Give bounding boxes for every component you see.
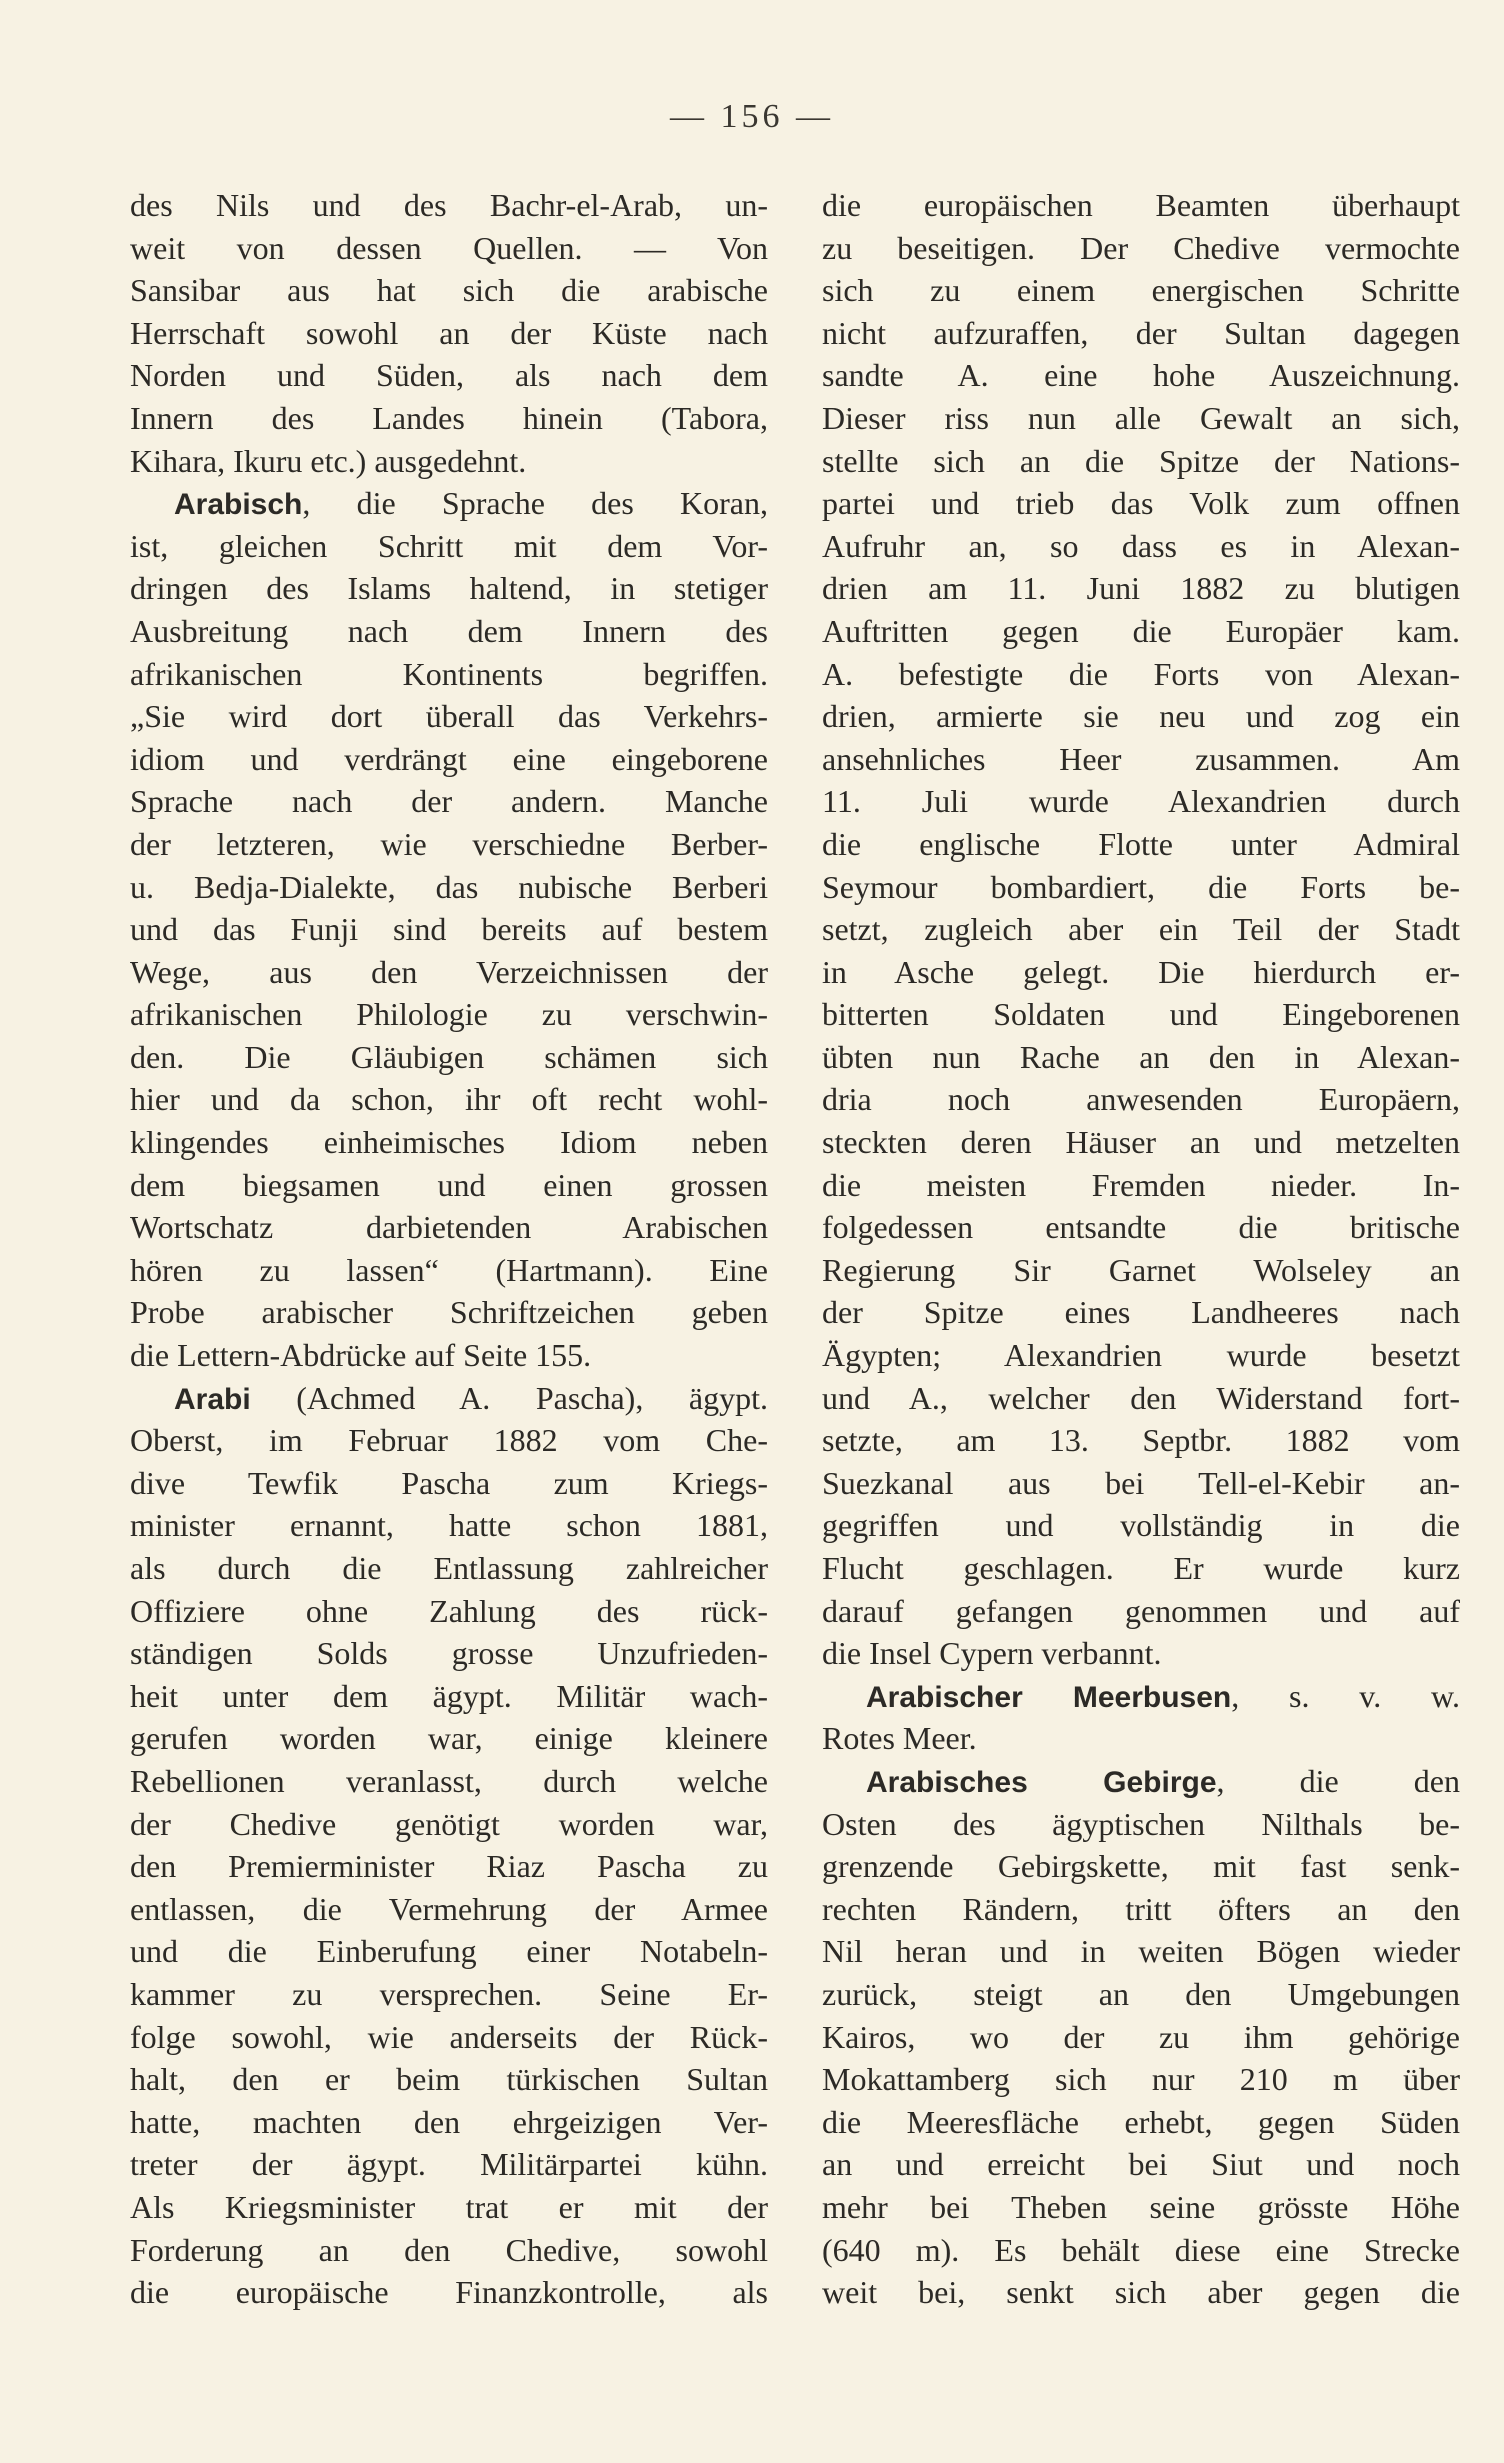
entry-headword: Arabisch [174, 488, 303, 522]
text-line [130, 1632, 768, 1675]
text-line [822, 1632, 1460, 1675]
text-line [130, 1504, 768, 1547]
text-line [130, 738, 768, 781]
line-text: den Premierminister Riaz Pascha zu [130, 1848, 768, 1885]
text-line [822, 312, 1460, 355]
line-text: klingendes einheimisches Idiom neben [130, 1124, 768, 1161]
text-line [130, 1973, 768, 2016]
line-text: steckten deren Häuser an und metzelten [822, 1124, 1460, 1161]
line-text: dive Tewfik Pascha zum Kriegs- [130, 1464, 768, 1501]
line-text: heit unter dem ägypt. Militär wach- [130, 1677, 768, 1714]
text-line [130, 2271, 768, 2314]
text-line [130, 354, 768, 397]
line-text: stellte sich an die Spitze der Nations- [822, 442, 1460, 479]
text-line [822, 482, 1460, 525]
text-line [130, 695, 768, 738]
text-line [822, 354, 1460, 397]
line-text: Regierung Sir Garnet Wolseley an [822, 1251, 1460, 1288]
text-line [822, 1547, 1460, 1590]
line-text: (640 m). Es behält diese eine Strecke [822, 2231, 1460, 2268]
line-text: die europäische Finanzkontrolle, als [130, 2274, 768, 2311]
text-line [822, 653, 1460, 696]
line-text: der Chedive genötigt worden war, [130, 1805, 768, 1842]
line-text: Wege, aus den Verzeichnissen der [130, 953, 768, 990]
line-text: weit bei, senkt sich aber gegen die [822, 2274, 1460, 2311]
line-text: grenzende Gebirgskette, mit fast senk- [822, 1848, 1460, 1885]
text-line [822, 908, 1460, 951]
line-text: treter der ägypt. Militärpartei kühn. [130, 2146, 768, 2183]
text-line [130, 1121, 768, 1164]
text-line [130, 2058, 768, 2101]
line-text: Nil heran und in weiten Bögen wieder [822, 1933, 1460, 1970]
left-column [130, 184, 768, 2314]
line-text: u. Bedja-Dialekte, das nubische Berberi [130, 868, 768, 905]
text-line [822, 1334, 1460, 1377]
line-text: Seymour bombardiert, die Forts be- [822, 868, 1460, 905]
text-line [130, 780, 768, 823]
text-line [822, 2186, 1460, 2229]
text-line [822, 610, 1460, 653]
line-text: idiom und verdrängt eine eingeborene [130, 740, 768, 777]
entry-headword: Arabischer Meerbusen [866, 1680, 1232, 1714]
line-text: , die den [1216, 1762, 1460, 1799]
line-text: und die Einberufung einer Notabeln- [130, 1933, 768, 1970]
line-text: 11. Juli wurde Alexandrien durch [822, 783, 1460, 820]
line-text: hier und da schon, ihr oft recht wohl- [130, 1081, 768, 1118]
line-text: die Meeresfläche erhebt, gegen Süden [822, 2103, 1460, 2140]
line-text: die Lettern-Abdrücke auf Seite 155. [130, 1337, 592, 1374]
text-line [130, 1547, 768, 1590]
text-line [130, 908, 768, 951]
line-text: die meisten Fremden nieder. In- [822, 1166, 1460, 1203]
line-text: hatte, machten den ehrgeizigen Ver- [130, 2103, 768, 2140]
line-text: Norden und Süden, als nach dem [130, 357, 768, 394]
text-line [822, 1078, 1460, 1121]
text-line [822, 1973, 1460, 2016]
text-line [822, 1888, 1460, 1931]
line-text: (Achmed A. Pascha), ägypt. [250, 1379, 768, 1416]
line-text: drien am 11. Juni 1882 zu blutigen [822, 570, 1460, 607]
text-line [822, 1377, 1460, 1420]
line-text: dem biegsamen und einen grossen [130, 1166, 768, 1203]
text-line [130, 567, 768, 610]
line-text: des Nils und des Bachr-el-Arab, un- [130, 187, 768, 223]
text-line [130, 2186, 768, 2229]
text-line [130, 2229, 768, 2272]
line-text: entlassen, die Vermehrung der Armee [130, 1890, 768, 1927]
text-line [130, 653, 768, 696]
line-text: bitterten Soldaten und Eingeborenen [822, 996, 1460, 1033]
text-line [822, 1249, 1460, 1292]
text-line [822, 1164, 1460, 1207]
line-text: Oberst, im Februar 1882 vom Che- [130, 1422, 768, 1459]
line-text: kammer zu versprechen. Seine Er- [130, 1975, 768, 2012]
line-text: Kairos, wo der zu ihm gehörige [822, 2018, 1460, 2055]
text-line [130, 1888, 768, 1931]
text-line [822, 1462, 1460, 1505]
text-line [130, 2101, 768, 2144]
text-line [822, 184, 1460, 227]
line-text: zu beseitigen. Der Chedive vermochte [822, 229, 1460, 266]
line-text: Innern des Landes hinein (Tabora, [130, 399, 768, 436]
text-line [130, 269, 768, 312]
line-text: , die Sprache des Koran, [302, 485, 768, 522]
line-text: Ausbreitung nach dem Innern des [130, 612, 768, 649]
line-text: die europäischen Beamten überhaupt [822, 187, 1460, 223]
text-line [822, 738, 1460, 781]
line-text: hören zu lassen“ (Hartmann). Eine [130, 1251, 768, 1288]
text-line [130, 1419, 768, 1462]
text-line [822, 1504, 1460, 1547]
text-line [130, 184, 768, 227]
line-text: afrikanischen Philologie zu verschwin- [130, 996, 768, 1033]
text-line [130, 440, 768, 483]
entry-headword: Arabi [174, 1382, 251, 1416]
line-text: dria noch anwesenden Europäern, [822, 1081, 1460, 1118]
text-line [822, 2016, 1460, 2059]
line-text: Mokattamberg sich nur 210 m über [822, 2061, 1460, 2098]
line-text: zurück, steigt an den Umgebungen [822, 1975, 1460, 2012]
text-line [130, 1462, 768, 1505]
line-text: Sprache nach der andern. Manche [130, 783, 768, 820]
line-text: sich zu einem energischen Schritte [822, 272, 1460, 309]
text-line [130, 2016, 768, 2059]
line-text: Forderung an den Chedive, sowohl [130, 2231, 768, 2268]
text-line [130, 1036, 768, 1079]
text-line [822, 1206, 1460, 1249]
line-text: setzte, am 13. Septbr. 1882 vom [822, 1422, 1460, 1459]
text-line [130, 2143, 768, 2186]
line-text: die Insel Cypern verbannt. [822, 1635, 1162, 1672]
text-line [130, 866, 768, 909]
text-line [822, 1760, 1460, 1803]
text-line [822, 2229, 1460, 2272]
line-text: nicht aufzuraffen, der Sultan dagegen [822, 314, 1460, 351]
line-text: afrikanischen Kontinents begriffen. [130, 655, 768, 692]
line-text: Wortschatz darbietenden Arabischen [130, 1209, 768, 1246]
line-text: der Spitze eines Landheeres nach [822, 1294, 1460, 1331]
line-text: Dieser riss nun alle Gewalt an sich, [822, 399, 1460, 436]
text-line [822, 440, 1460, 483]
line-text: Aufruhr an, so dass es in Alexan- [822, 527, 1460, 564]
text-line [822, 823, 1460, 866]
page-number: — 156 — [670, 98, 834, 135]
line-text: setzt, zugleich aber ein Teil der Stadt [822, 911, 1460, 948]
text-line [822, 1036, 1460, 1079]
line-text: Sansibar aus hat sich die arabische [130, 272, 768, 309]
text-line [130, 312, 768, 355]
line-text: die englische Flotte unter Admiral [822, 825, 1460, 862]
line-text: „Sie wird dort überall das Verkehrs- [130, 698, 768, 735]
text-line [130, 1717, 768, 1760]
line-text: Osten des ägyptischen Nilthals be- [822, 1805, 1460, 1842]
text-line [130, 1164, 768, 1207]
text-line [130, 1803, 768, 1846]
line-text: darauf gefangen genommen und auf [822, 1592, 1460, 1629]
text-line [130, 227, 768, 270]
line-text: minister ernannt, hatte schon 1881, [130, 1507, 768, 1544]
text-line [130, 993, 768, 1036]
line-text: Auftritten gegen die Europäer kam. [822, 612, 1460, 649]
line-text: sandte A. eine hohe Auszeichnung. [822, 357, 1460, 394]
line-text: mehr bei Theben seine grösste Höhe [822, 2188, 1460, 2225]
text-line [130, 1334, 768, 1377]
text-line [822, 2143, 1460, 2186]
text-line [822, 1930, 1460, 1973]
text-line [822, 2058, 1460, 2101]
line-text: Als Kriegsminister trat er mit der [130, 2188, 768, 2225]
line-text: und A., welcher den Widerstand fort- [822, 1379, 1460, 1416]
text-line [822, 397, 1460, 440]
text-line [822, 1291, 1460, 1334]
line-text: Rebellionen veranlasst, durch welche [130, 1762, 768, 1799]
line-text: weit von dessen Quellen. — Von [130, 229, 768, 266]
line-text: drien, armierte sie neu und zog ein [822, 698, 1460, 735]
text-line [130, 823, 768, 866]
text-line [822, 695, 1460, 738]
line-text: in Asche gelegt. Die hierdurch er- [822, 953, 1460, 990]
line-text: ständigen Solds grosse Unzufrieden- [130, 1635, 768, 1672]
text-line [822, 2271, 1460, 2314]
line-text: , s. v. w. [1231, 1677, 1460, 1714]
line-text: Flucht geschlagen. Er wurde kurz [822, 1550, 1460, 1586]
line-text: den. Die Gläubigen schämen sich [130, 1038, 768, 1075]
line-text: partei und trieb das Volk zum offnen [822, 485, 1460, 522]
text-line [130, 1760, 768, 1803]
text-line [822, 567, 1460, 610]
text-line [822, 1121, 1460, 1164]
text-line [822, 269, 1460, 312]
text-line [130, 397, 768, 440]
text-line [822, 227, 1460, 270]
text-line [130, 1377, 768, 1420]
line-text: Herrschaft sowohl an der Küste nach [130, 314, 768, 351]
entry-headword: Arabisches Gebirge [866, 1765, 1217, 1799]
text-line [130, 610, 768, 653]
text-line [822, 993, 1460, 1036]
line-text: folgedessen entsandte die britische [822, 1209, 1460, 1246]
line-text: folge sowohl, wie anderseits der Rück- [130, 2018, 768, 2055]
text-line [130, 525, 768, 568]
text-line [822, 1845, 1460, 1888]
line-text: Suezkanal aus bei Tell-el-Kebir an- [822, 1464, 1460, 1501]
text-line [130, 1078, 768, 1121]
text-line [822, 1803, 1460, 1846]
text-line [130, 1845, 768, 1888]
text-line [822, 1419, 1460, 1462]
text-line [822, 1590, 1460, 1633]
text-line [822, 951, 1460, 994]
text-line [130, 1291, 768, 1334]
text-line [130, 1590, 768, 1633]
text-line [822, 525, 1460, 568]
text-line [130, 1206, 768, 1249]
line-text: halt, den er beim türkischen Sultan [130, 2061, 768, 2098]
text-line [822, 1675, 1460, 1718]
line-text: gerufen worden war, einige kleinere [130, 1720, 768, 1757]
text-line [130, 1249, 768, 1292]
text-line [130, 1675, 768, 1718]
line-text: Probe arabischer Schriftzeichen geben [130, 1294, 768, 1331]
line-text: der letzteren, wie verschiedne Berber- [130, 825, 768, 862]
text-line [822, 1717, 1460, 1760]
line-text: als durch die Entlassung zahlreicher [130, 1550, 768, 1586]
line-text: Rotes Meer. [822, 1720, 977, 1757]
text-line [130, 951, 768, 994]
right-column [822, 184, 1460, 2314]
line-text: Kihara, Ikuru etc.) ausgedehnt. [130, 442, 527, 479]
text-line [822, 2101, 1460, 2144]
line-text: ist, gleichen Schritt mit dem Vor- [130, 527, 768, 564]
text-line [822, 866, 1460, 909]
line-text: dringen des Islams haltend, in stetiger [130, 570, 768, 607]
line-text: Offiziere ohne Zahlung des rück- [130, 1592, 768, 1629]
text-line [130, 1930, 768, 1973]
line-text: übten nun Rache an den in Alexan- [822, 1038, 1460, 1075]
line-text: A. befestigte die Forts von Alexan- [822, 655, 1460, 692]
line-text: rechten Rändern, tritt öfters an den [822, 1890, 1460, 1927]
line-text: gegriffen und vollständig in die [822, 1507, 1460, 1544]
line-text: und das Funji sind bereits auf bestem [130, 911, 768, 948]
text-line [130, 482, 768, 525]
text-line [822, 780, 1460, 823]
line-text: an und erreicht bei Siut und noch [822, 2146, 1460, 2183]
line-text: ansehnliches Heer zusammen. Am [822, 740, 1460, 777]
line-text: Ägypten; Alexandrien wurde besetzt [822, 1337, 1460, 1374]
